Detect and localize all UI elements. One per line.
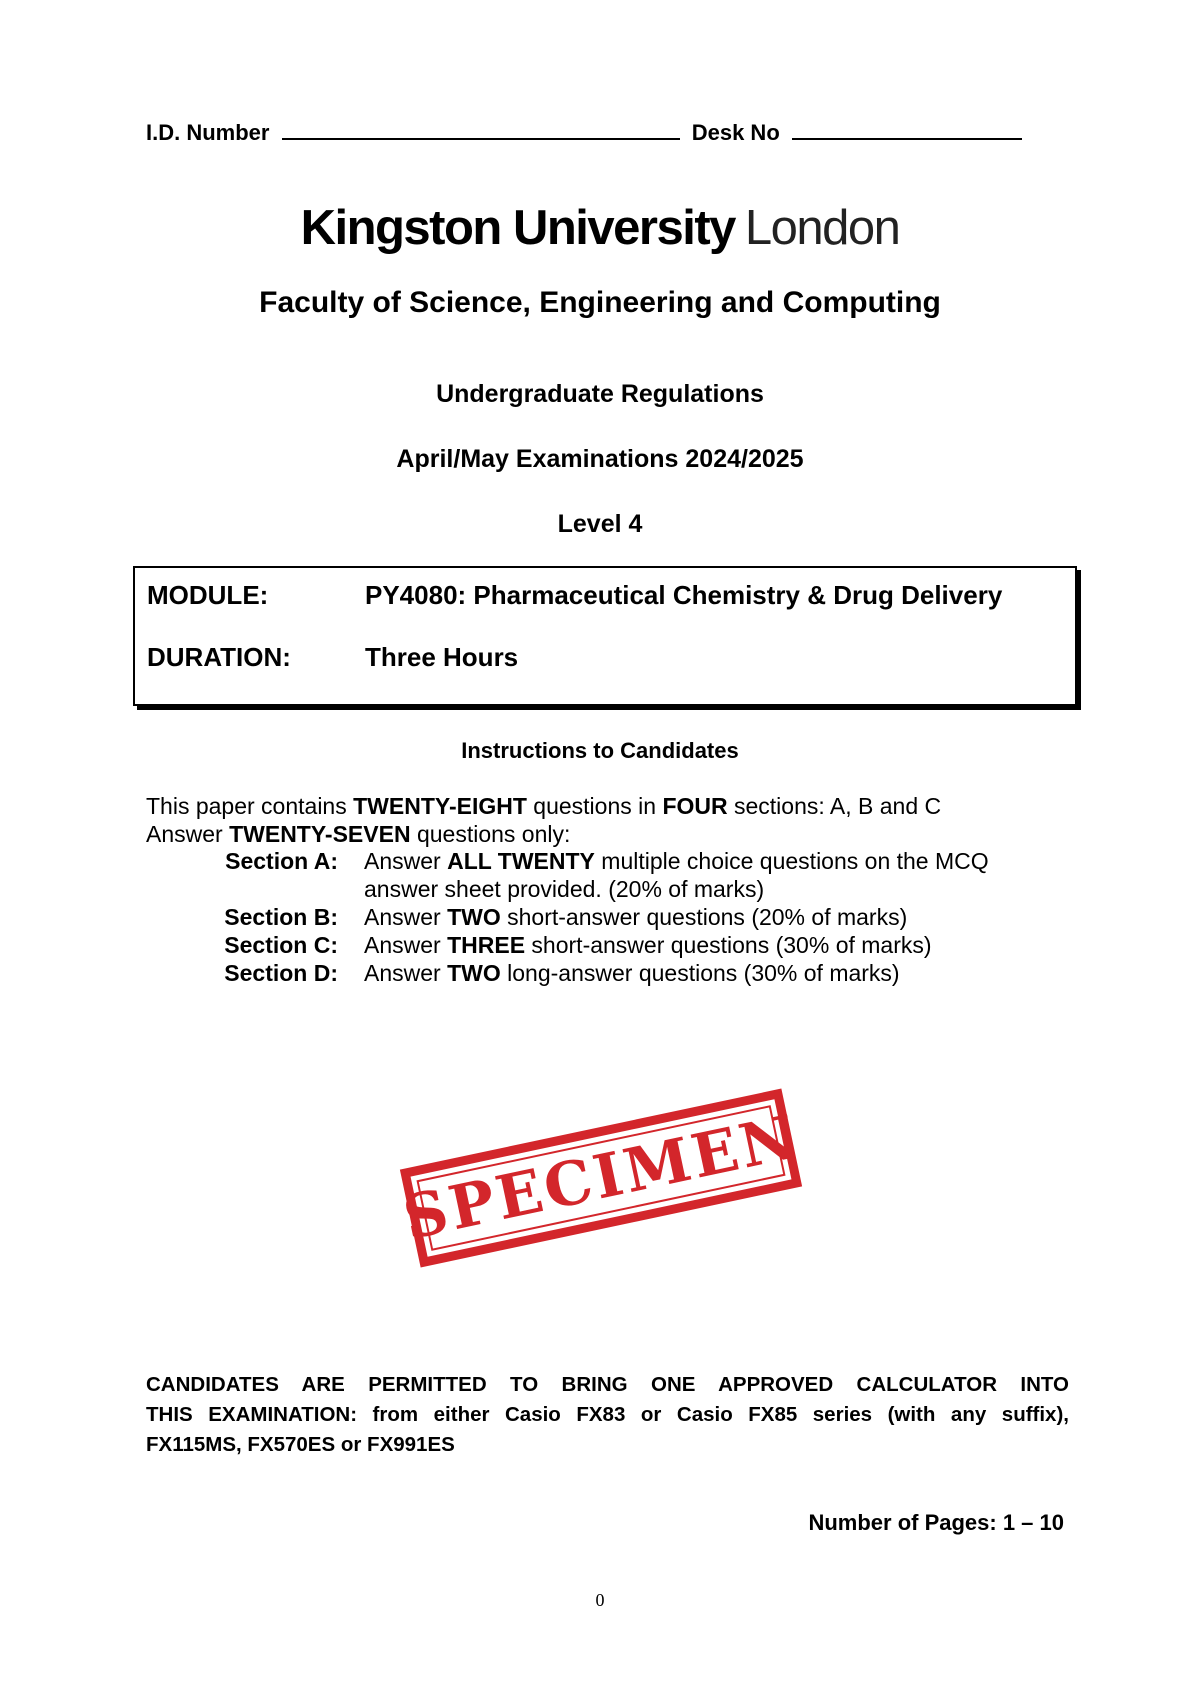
module-label: MODULE: bbox=[147, 580, 269, 610]
examinations-heading: April/May Examinations 2024/2025 bbox=[396, 445, 804, 473]
instructions-title: Instructions to Candidates bbox=[461, 738, 739, 763]
section-d-text bbox=[364, 959, 900, 987]
section-a-bold: ALL TWENTY bbox=[447, 848, 595, 874]
specimen-stamp bbox=[397, 1089, 805, 1268]
calculator-notice bbox=[146, 1370, 1069, 1460]
section-b-label: Section B: bbox=[224, 904, 338, 930]
section-a-text bbox=[364, 847, 989, 875]
id-desk-line bbox=[146, 120, 1022, 146]
instr1-bold-b: FOUR bbox=[662, 793, 728, 819]
instr2-bold-a: TWENTY-SEVEN bbox=[229, 821, 411, 847]
calculator-notice-line-1: CANDIDATES ARE PERMITTED TO BRING ONE APPROVED CALCULATOR INTO bbox=[146, 1373, 1069, 1396]
section-d-text-b: long-answer questions (30% of marks) bbox=[500, 960, 900, 986]
section-c-text bbox=[364, 931, 932, 959]
section-a-continuation: answer sheet provided. (20% of marks) bbox=[364, 876, 765, 902]
section-d-bold: TWO bbox=[447, 960, 501, 986]
duration-value: Three Hours bbox=[365, 642, 519, 672]
instr1-bold-a: TWENTY-EIGHT bbox=[353, 793, 527, 819]
instructions-line-2 bbox=[146, 820, 570, 848]
logo-light-text: London bbox=[744, 201, 900, 255]
module-row bbox=[147, 580, 1002, 611]
calculator-notice-line-3: FX115MS, FX570ES or FX991ES bbox=[146, 1433, 455, 1456]
instr1-text-c: sections: A, B and C bbox=[727, 793, 942, 819]
id-number-field[interactable] bbox=[282, 120, 680, 140]
specimen-stamp-text: SPECIMEN bbox=[397, 1102, 805, 1254]
desk-number-label: Desk No bbox=[691, 120, 780, 145]
section-d-label: Section D: bbox=[224, 960, 338, 986]
desk-number-field[interactable] bbox=[792, 120, 1022, 140]
duration-label: DURATION: bbox=[147, 642, 291, 672]
section-c-label: Section C: bbox=[224, 932, 338, 958]
section-b-bold: TWO bbox=[447, 904, 501, 930]
module-info-box bbox=[133, 566, 1077, 706]
level-heading: Level 4 bbox=[557, 510, 643, 538]
section-a-label: Section A: bbox=[225, 848, 338, 874]
instructions-line-1 bbox=[146, 792, 941, 820]
section-a-text-b: multiple choice questions on the MCQ bbox=[594, 848, 989, 874]
instr2-text-b: questions only: bbox=[410, 821, 571, 847]
instr1-text-b: questions in bbox=[526, 793, 663, 819]
section-d-text-a: Answer bbox=[364, 960, 448, 986]
id-number-label: I.D. Number bbox=[146, 120, 270, 145]
section-b-text bbox=[364, 903, 907, 931]
page-number: 0 bbox=[595, 1590, 605, 1610]
section-b-text-b: short-answer questions (20% of marks) bbox=[500, 904, 908, 930]
module-value: PY4080: Pharmaceutical Chemistry & Drug Delivery bbox=[365, 580, 1003, 610]
instr2-text-a: Answer bbox=[146, 821, 230, 847]
section-a-text-a: Answer bbox=[364, 848, 448, 874]
duration-row bbox=[147, 642, 518, 673]
section-b-text-a: Answer bbox=[364, 904, 448, 930]
faculty-heading: Faculty of Science, Engineering and Computing bbox=[259, 286, 941, 319]
regulations-heading: Undergraduate Regulations bbox=[436, 380, 764, 408]
instr1-text-a: This paper contains bbox=[146, 793, 354, 819]
section-c-bold: THREE bbox=[447, 932, 526, 958]
calculator-notice-line-2: THIS EXAMINATION: from either Casio FX83 or Casio FX85 series (with any suffix), bbox=[146, 1403, 1069, 1426]
section-c-text-b: short-answer questions (30% of marks) bbox=[525, 932, 932, 958]
logo-bold-text: Kingston University bbox=[300, 201, 735, 255]
number-of-pages: Number of Pages: 1 – 10 bbox=[808, 1510, 1064, 1535]
university-logo bbox=[0, 200, 1200, 256]
section-c-text-a: Answer bbox=[364, 932, 448, 958]
